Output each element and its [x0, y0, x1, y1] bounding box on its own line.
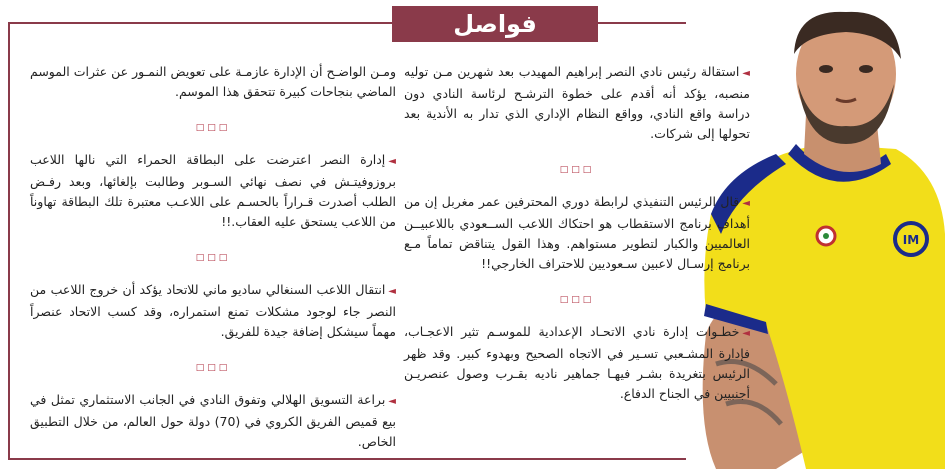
left-column [30, 62, 396, 452]
right-column [404, 62, 750, 404]
news-item: ◄براعة التسويق الهلالي وتفوق النادي في الجانب الاستثماري تمثل في بيع قميص الفريق الكروي في (70) دولة حول العالم، من خلال التطبيق الخاص. [30, 392, 397, 449]
separator: □□□ [559, 295, 595, 305]
news-item: ◄خطـوات إدارة نادي الاتحـاد الإعدادية للموسـم تثير الاعجـاب، فإدارة المشـعبي تسـير في الاتجاه الصحيح وبهدوء كبير. وقد ظهر الرئيس بتغريدة بشـر فيهـا جماهير ناديه بقـرب وصول عنصريـن أجنبيين في الجناح الدفاع. [404, 324, 750, 401]
column-title: فواصل [392, 6, 598, 42]
news-item: ◄قال الرئيس التنفيذي لرابطة دوري المحترفين عمر مغربل إن من أهداف برنامج الاستقطاب هو احتكاك اللاعب الســعودي باللاعبيــن العالميين والكبار لتطوير مستواهم. وهذا القول يتناقض تماماً مـع برنامج إرسـال لاعبين سـعوديين للاحتراف الخارجي!! [404, 194, 750, 271]
news-item: ◄انتقال اللاعب السنغالي ساديو ماني للاتحاد يؤكد أن خروج اللاعب من النصر جاء لوجود مشكلات تمنع استمراره، وقد كسب الاتحاد عنصراً مهماً سيشكل إضافة جيدة للفريق. [30, 282, 396, 339]
bullet-icon: ◄ [388, 156, 396, 167]
separator: □□□ [195, 363, 231, 373]
news-item: ◄إدارة النصر اعترضت على البطاقة الحمراء التي نالها اللاعب بروزوفيتـش في نصف نهائي السـوبر وطالبت بإلغائها، وبعد رفـض الطلب أصدرت قـراراً بالحسـم على اللاعـب معتبرة تلك البطاقة تهاوناً من اللاعب يستحق عليه العقاب.!! [30, 152, 396, 229]
separator: □□□ [559, 165, 595, 175]
bullet-icon: ◄ [388, 396, 396, 407]
news-item: ومـن الواضـح أن الإدارة عازمـة على تعويض النمـور عن عثرات الموسم الماضي بنجاحات كبيرة تتحقق هذا الموسم. [30, 64, 396, 99]
news-item: ◄استقالة رئيس نادي النصر إبراهيم المهيدب بعد شهرين مـن توليه منصبه، يؤكد أنه أقدم على خطوة الترشـح لرئاسة النادي دون دراسة واقع النادي، وواقع النظام الإداري الذي تدار به الأندية بعد تحولها إلى شركات. [404, 64, 750, 141]
separator: □□□ [195, 123, 231, 133]
bullet-icon: ◄ [742, 68, 750, 79]
bullet-icon: ◄ [742, 198, 750, 209]
bullet-icon: ◄ [742, 328, 750, 339]
bullet-icon: ◄ [388, 286, 396, 297]
svg-text:IM: IM [902, 233, 920, 247]
separator: □□□ [195, 253, 231, 263]
